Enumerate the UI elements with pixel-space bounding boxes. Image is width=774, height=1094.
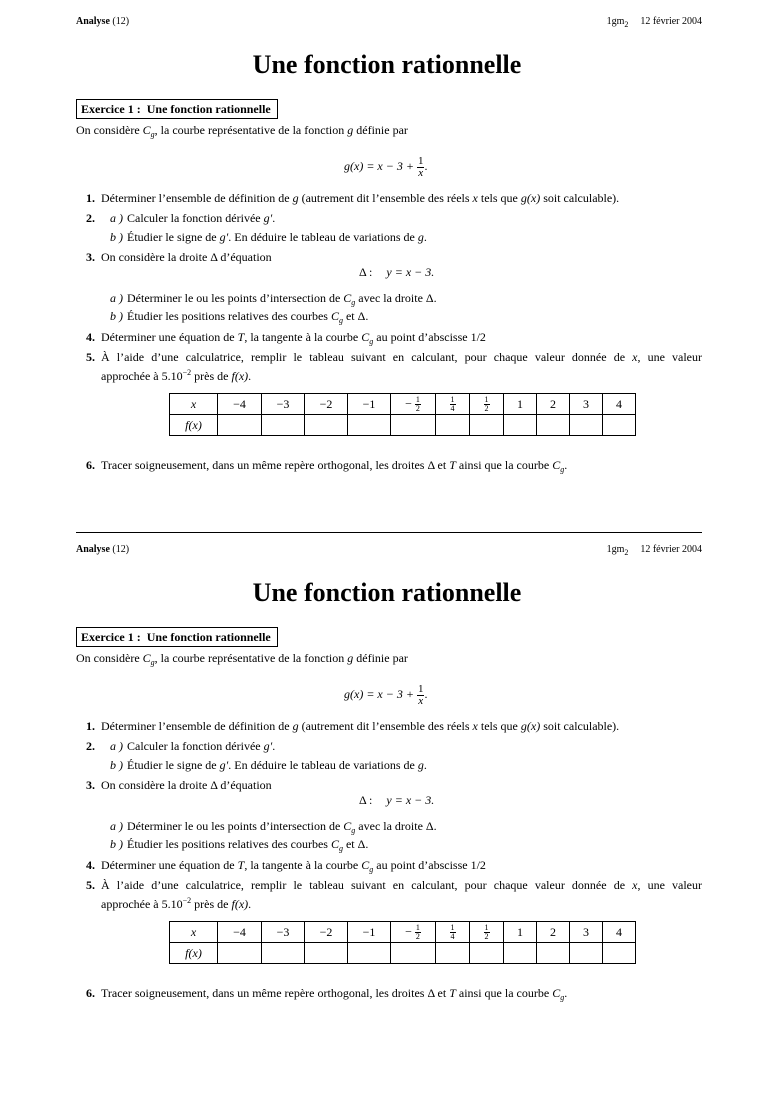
table-cell-empty — [348, 943, 391, 964]
item-2b-label: b ) — [110, 230, 123, 244]
table-cell-x: 2 — [537, 394, 570, 415]
table-cell-empty — [436, 415, 470, 436]
worksheet-copy-1 — [0, 0, 774, 528]
table-cell-x: 1 — [504, 394, 537, 415]
table-cell-x: −2 — [305, 394, 348, 415]
table-cell-empty — [218, 943, 262, 964]
page-header — [76, 544, 702, 558]
item-number-5: 5. — [86, 350, 95, 364]
table-cell-empty — [603, 943, 636, 964]
table-cell-x-neg-half: − $\frac{1}{2}$ — [391, 922, 436, 943]
item-3b-label: b ) — [110, 309, 123, 323]
table-cell-empty — [570, 415, 603, 436]
item-number-4: 4. — [86, 858, 95, 872]
item-number-2: 2. — [86, 739, 95, 753]
values-table — [169, 393, 636, 436]
item-number-3: 3. — [86, 778, 95, 792]
item-5-line1: À l’aide d’une calculatrice, remplir le tableau suivant en calculant, pour chaque valeur donnée de x, une valeur — [101, 350, 703, 364]
item-2a-text: Calculer la fonction dérivée g′. — [127, 739, 276, 753]
item-2b-text: Étudier le signe de g′. En déduire le tableau de variations de g. — [127, 230, 427, 244]
table-cell-x: −3 — [262, 922, 305, 943]
item-number-1: 1. — [86, 191, 95, 205]
table-cell-empty — [504, 415, 537, 436]
table-cell-empty — [262, 943, 305, 964]
table-header-fx: f(x) — [170, 415, 218, 436]
table-cell-x: 1 — [504, 922, 537, 943]
item-3a-text: Déterminer le ou les points d’intersection de $C_g$ avec la droite Δ. — [127, 291, 437, 307]
table-cell-x: −3 — [262, 394, 305, 415]
table-cell-empty — [436, 943, 470, 964]
table-header-fx: f(x) — [170, 943, 218, 964]
page-header — [76, 16, 702, 30]
exercise-box: Exercice 1 : Une fonction rationnelle — [76, 99, 278, 119]
item-3-equation: Δ : y = x − 3. — [359, 265, 435, 279]
table-cell-x-half: $\frac{1}{2}$ — [470, 394, 504, 415]
formula-g: g(x) = x − 3 + $\frac{1}{x}$ . — [344, 682, 428, 707]
table-cell-empty — [305, 943, 348, 964]
table-cell-x: 4 — [603, 922, 636, 943]
table-cell-x: −1 — [348, 922, 391, 943]
item-1-text: Déterminer l’ensemble de définition de g (autrement dit l’ensemble des réels x tels que g(x) soit calculable). — [101, 719, 620, 733]
item-2a-label: a ) — [110, 739, 123, 753]
table-cell-empty — [537, 415, 570, 436]
table-row-fx — [170, 943, 636, 964]
item-2b-label: b ) — [110, 758, 123, 772]
item-4-text: Déterminer une équation de T, la tangente à la courbe $C_g$ au point d’abscisse 1/2 — [101, 858, 486, 874]
intro-line: On considère $C_g$, la courbe représentative de la fonction g définie par — [76, 651, 408, 667]
table-cell-x-neg-half: − $\frac{1}{2}$ — [391, 394, 436, 415]
item-number-6: 6. — [86, 986, 95, 1000]
item-3b-text: Étudier les positions relatives des courbes $C_g$ et Δ. — [127, 309, 369, 325]
item-3b-label: b ) — [110, 837, 123, 851]
table-row-x — [170, 922, 636, 943]
item-3-text: On considère la droite Δ d’équation — [101, 778, 272, 792]
item-6-text: Tracer soigneusement, dans un même repère orthogonal, les droites Δ et T ainsi que la courbe $C_g$. — [101, 986, 568, 1002]
item-1-text: Déterminer l’ensemble de définition de g (autrement dit l’ensemble des réels x tels que g(x) soit calculable). — [101, 191, 620, 205]
item-2a-text: Calculer la fonction dérivée g′. — [127, 211, 276, 225]
item-5-line2: approchée à $5.10^{-2}$ près de f(x). — [101, 368, 252, 383]
item-3a-label: a ) — [110, 819, 123, 833]
values-table — [169, 921, 636, 964]
table-cell-empty — [348, 415, 391, 436]
item-5-line2: approchée à $5.10^{-2}$ près de f(x). — [101, 896, 252, 911]
table-cell-x: −2 — [305, 922, 348, 943]
table-cell-empty — [470, 415, 504, 436]
page-title: Une fonction rationnelle — [252, 50, 522, 79]
table-cell-x: 2 — [537, 922, 570, 943]
table-row-fx — [170, 415, 636, 436]
item-number-3: 3. — [86, 250, 95, 264]
formula-fraction: $\frac{1}{x}$ — [417, 154, 424, 179]
table-cell-empty — [262, 415, 305, 436]
item-4-text: Déterminer une équation de T, la tangente à la courbe $C_g$ au point d’abscisse 1/2 — [101, 330, 486, 346]
table-cell-x-quarter: $\frac{1}{4}$ — [436, 922, 470, 943]
header-course: Analyse (12) — [76, 544, 130, 555]
table-cell-x: −4 — [218, 394, 262, 415]
table-header-x: x — [170, 394, 218, 415]
header-class-date: $1gm_2$ 12 février 2004 — [606, 16, 702, 29]
table-cell-empty — [603, 415, 636, 436]
table-cell-empty — [391, 943, 436, 964]
table-cell-empty — [470, 943, 504, 964]
item-3-equation: Δ : y = x − 3. — [359, 793, 435, 807]
item-3b-text: Étudier les positions relatives des courbes $C_g$ et Δ. — [127, 837, 369, 853]
item-2a-label: a ) — [110, 211, 123, 225]
table-cell-empty — [218, 415, 262, 436]
table-cell-x: −4 — [218, 922, 262, 943]
item-number-6: 6. — [86, 458, 95, 472]
item-number-5: 5. — [86, 878, 95, 892]
table-cell-x-quarter: $\frac{1}{4}$ — [436, 394, 470, 415]
intro-line: On considère $C_g$, la courbe représentative de la fonction g définie par — [76, 123, 408, 139]
header-class-date: $1gm_2$ 12 février 2004 — [606, 544, 702, 557]
item-6-text: Tracer soigneusement, dans un même repère orthogonal, les droites Δ et T ainsi que la courbe $C_g$. — [101, 458, 568, 474]
item-5-line1: À l’aide d’une calculatrice, remplir le tableau suivant en calculant, pour chaque valeur donnée de x, une valeur — [101, 878, 703, 892]
item-number-4: 4. — [86, 330, 95, 344]
table-cell-empty — [570, 943, 603, 964]
item-number-2: 2. — [86, 211, 95, 225]
table-cell-empty — [391, 415, 436, 436]
exercise-box: Exercice 1 : Une fonction rationnelle — [76, 627, 278, 647]
table-cell-empty — [537, 943, 570, 964]
table-row-x — [170, 394, 636, 415]
table-cell-x-half: $\frac{1}{2}$ — [470, 922, 504, 943]
table-header-x: x — [170, 922, 218, 943]
item-number-1: 1. — [86, 719, 95, 733]
formula-fraction: $\frac{1}{x}$ — [417, 682, 424, 707]
table-cell-empty — [504, 943, 537, 964]
table-cell-x: −1 — [348, 394, 391, 415]
table-cell-x: 3 — [570, 394, 603, 415]
item-3a-label: a ) — [110, 291, 123, 305]
worksheet-copy-2 — [0, 528, 774, 1056]
table-cell-x: 3 — [570, 922, 603, 943]
table-cell-x: 4 — [603, 394, 636, 415]
item-3-text: On considère la droite Δ d’équation — [101, 250, 272, 264]
header-course: Analyse (12) — [76, 16, 130, 27]
formula-g: g(x) = x − 3 + $\frac{1}{x}$ . — [344, 154, 428, 179]
page-title: Une fonction rationnelle — [252, 578, 522, 607]
item-2b-text: Étudier le signe de g′. En déduire le tableau de variations de g. — [127, 758, 427, 772]
item-3a-text: Déterminer le ou les points d’intersection de $C_g$ avec la droite Δ. — [127, 819, 437, 835]
table-cell-empty — [305, 415, 348, 436]
